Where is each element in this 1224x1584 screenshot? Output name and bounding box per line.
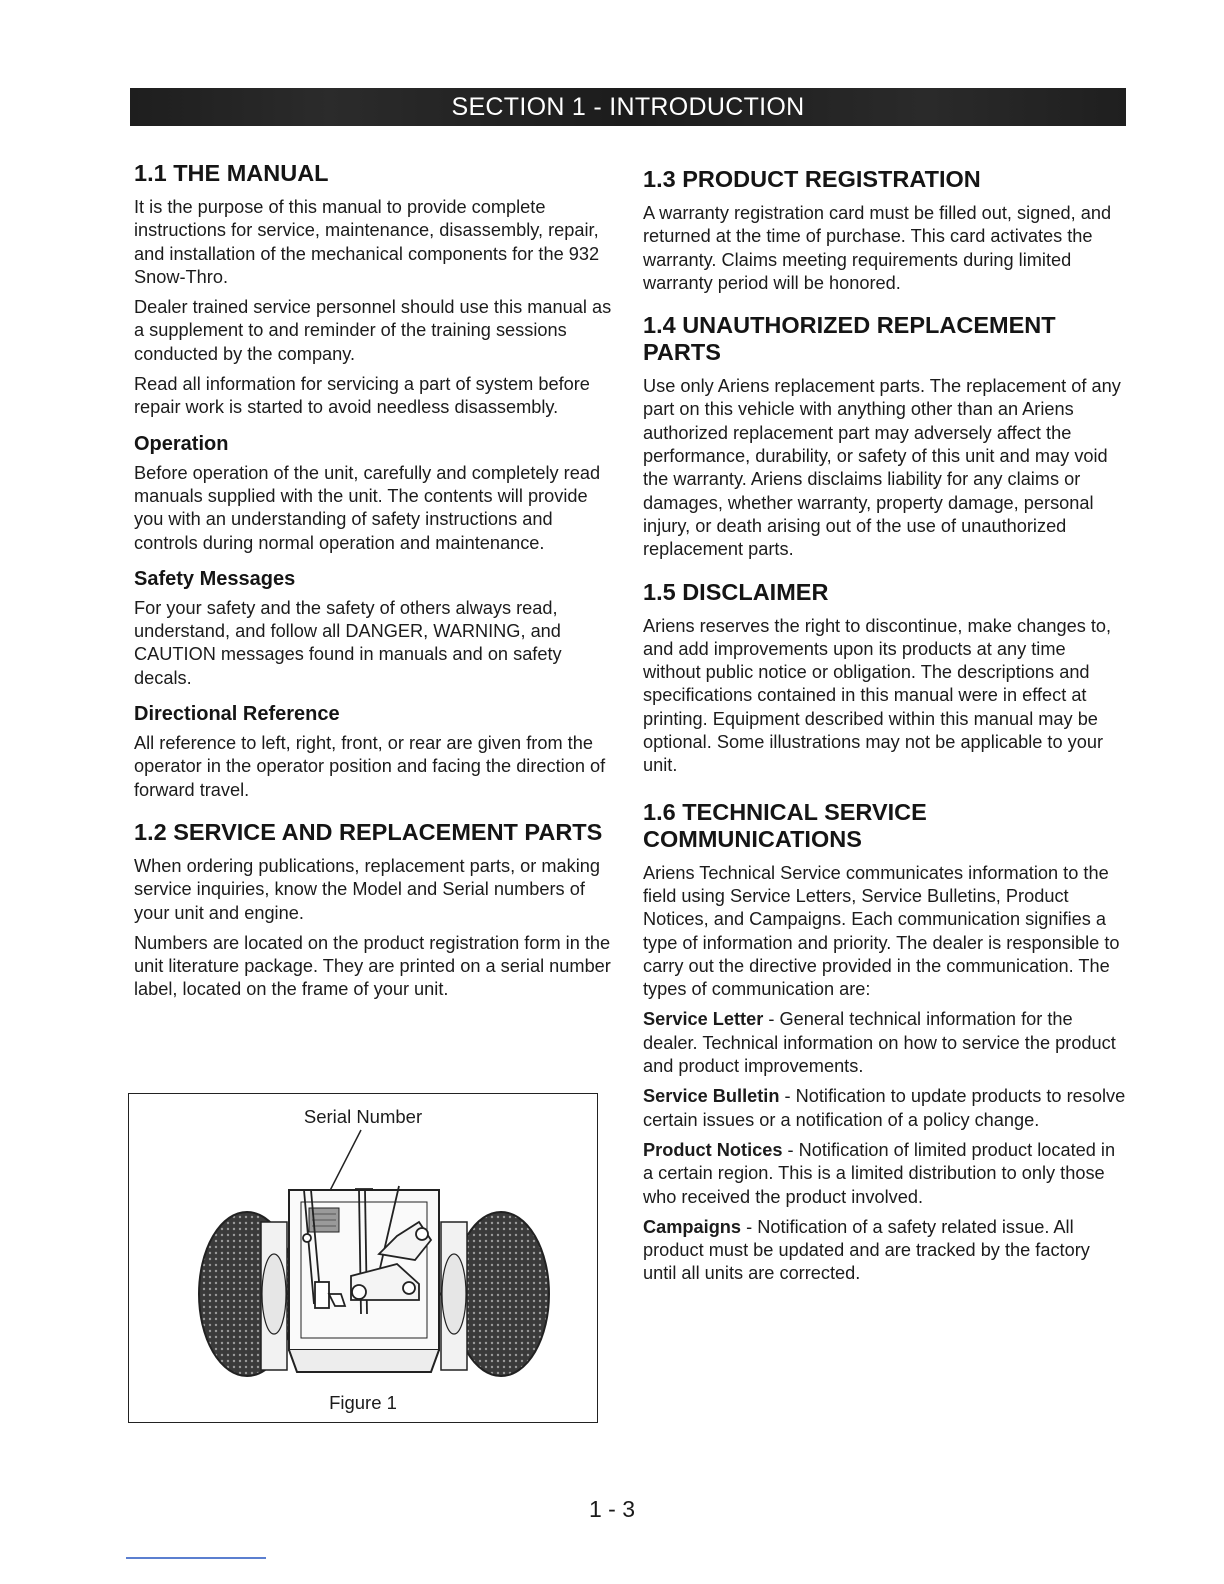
term-description: - General technical information for the dealer. Technical information on how to service the product and product improvements. <box>643 1009 1116 1077</box>
left-wheel-icon <box>199 1212 295 1376</box>
paragraph: Dealer trained service personnel should use this manual as a supplement to and reminder of the training sessions conducted by the company. <box>134 297 612 364</box>
paragraph: Ariens Technical Service communicates information to the field using Service Letters, Service Bulletins, Product Notices, and Campaigns. Each communication signifies a type of information and priority. The dealer is responsible to carry out the directive provided in the communication. The types of communication are: <box>643 862 1120 1000</box>
heading-1-4: 1.4 UNAUTHORIZED REPLACEMENT PARTS <box>643 312 1056 366</box>
heading-1-1: 1.1 THE MANUAL <box>134 160 329 186</box>
term-campaigns: Campaigns <box>643 1216 742 1237</box>
list-item <box>643 1008 1128 1078</box>
term-service-letter: Service Letter <box>643 1009 764 1030</box>
right-column <box>643 166 1128 1293</box>
list-item <box>643 1139 1128 1209</box>
list-item <box>643 1216 1128 1286</box>
subheading-operation: Operation <box>134 432 229 455</box>
paragraph: It is the purpose of this manual to provide complete instructions for service, maintenance, disassembly, repair, and installation of the mechanical components for the 932 Snow-Thro. <box>134 197 600 287</box>
paragraph: Numbers are located on the product registration form in the unit literature package. They are printed on a serial number label, located on the frame of your unit. <box>134 932 611 1000</box>
left-column <box>134 160 619 1009</box>
term-description: - Notification of a safety related issue. All product must be updated and are tracked by the factory until all units are corrected. <box>643 1216 1090 1284</box>
paragraph: All reference to left, right, front, or rear are given from the operator in the operator position and facing the direction of forward travel. <box>134 733 606 800</box>
term-product-notices: Product Notices <box>643 1139 783 1160</box>
subheading-safety-messages: Safety Messages <box>134 567 296 590</box>
footer-rule <box>126 1557 266 1559</box>
subheading-directional-reference: Directional Reference <box>134 703 340 726</box>
paragraph: For your safety and the safety of others always read, understand, and follow all DANGER, WARNING, and CAUTION messages found in manuals and on safety decals. <box>134 597 562 688</box>
right-wheel-icon <box>441 1212 549 1376</box>
heading-1-2: 1.2 SERVICE AND REPLACEMENT PARTS <box>134 818 603 845</box>
list-item <box>643 1085 1128 1132</box>
term-description: - Notification of limited product located in a certain region. This is a limited distribution to only those who received the product involved. <box>643 1139 1116 1207</box>
paragraph: Ariens reserves the right to discontinue, make changes to, and add improvements upon its products at any time without public notice or obligation. The descriptions and specifications contained in this manual were in effect at printing. Equipment described within this manual may be optional. Some illustrations may not be applicable to your unit. <box>643 615 1112 776</box>
paragraph: Read all information for servicing a part of system before repair work is started to avoid needless disassembly. <box>134 374 590 418</box>
snowthrower-illustration <box>129 1094 599 1424</box>
paragraph: Use only Ariens replacement parts. The replacement of any part on this vehicle with anything other than an Ariens authorized replacement part may adversely affect the performance, durability, or safety of this unit and may void the warranty. Ariens disclaims liability for any claims or damages, whether warranty, property damage, personal injury, or death arising out of the use of unauthorized replacement parts. <box>643 376 1121 560</box>
term-description: - Notification to update products to resolve certain issues or a notification of a policy change. <box>643 1086 1126 1130</box>
serial-number-callout: Serial Number <box>303 1106 423 1127</box>
term-service-bulletin: Service Bulletin <box>643 1086 780 1107</box>
paragraph: A warranty registration card must be filled out, signed, and returned at the time of purchase. This card activates the warranty. Claims meeting requirements during limited warranty period will be honored. <box>643 203 1112 293</box>
paragraph: Before operation of the unit, carefully and completely read manuals supplied with the unit. The contents will provide you with an understanding of safety instructions and controls during normal operation and maintenance. <box>134 462 601 553</box>
figure-1 <box>128 1093 598 1423</box>
page-number: 1 - 3 <box>588 1496 636 1522</box>
heading-1-6: 1.6 TECHNICAL SERVICE COMMUNICATIONS <box>643 798 927 852</box>
paragraph: When ordering publications, replacement parts, or making service inquiries, know the Model and Serial numbers of your unit and engine. <box>134 855 601 923</box>
section-banner: SECTION 1 - INTRODUCTION <box>130 88 1126 126</box>
heading-1-5: 1.5 DISCLAIMER <box>643 578 829 605</box>
figure-caption: Figure 1 <box>329 1392 397 1413</box>
heading-1-3: 1.3 PRODUCT REGISTRATION <box>643 166 981 192</box>
